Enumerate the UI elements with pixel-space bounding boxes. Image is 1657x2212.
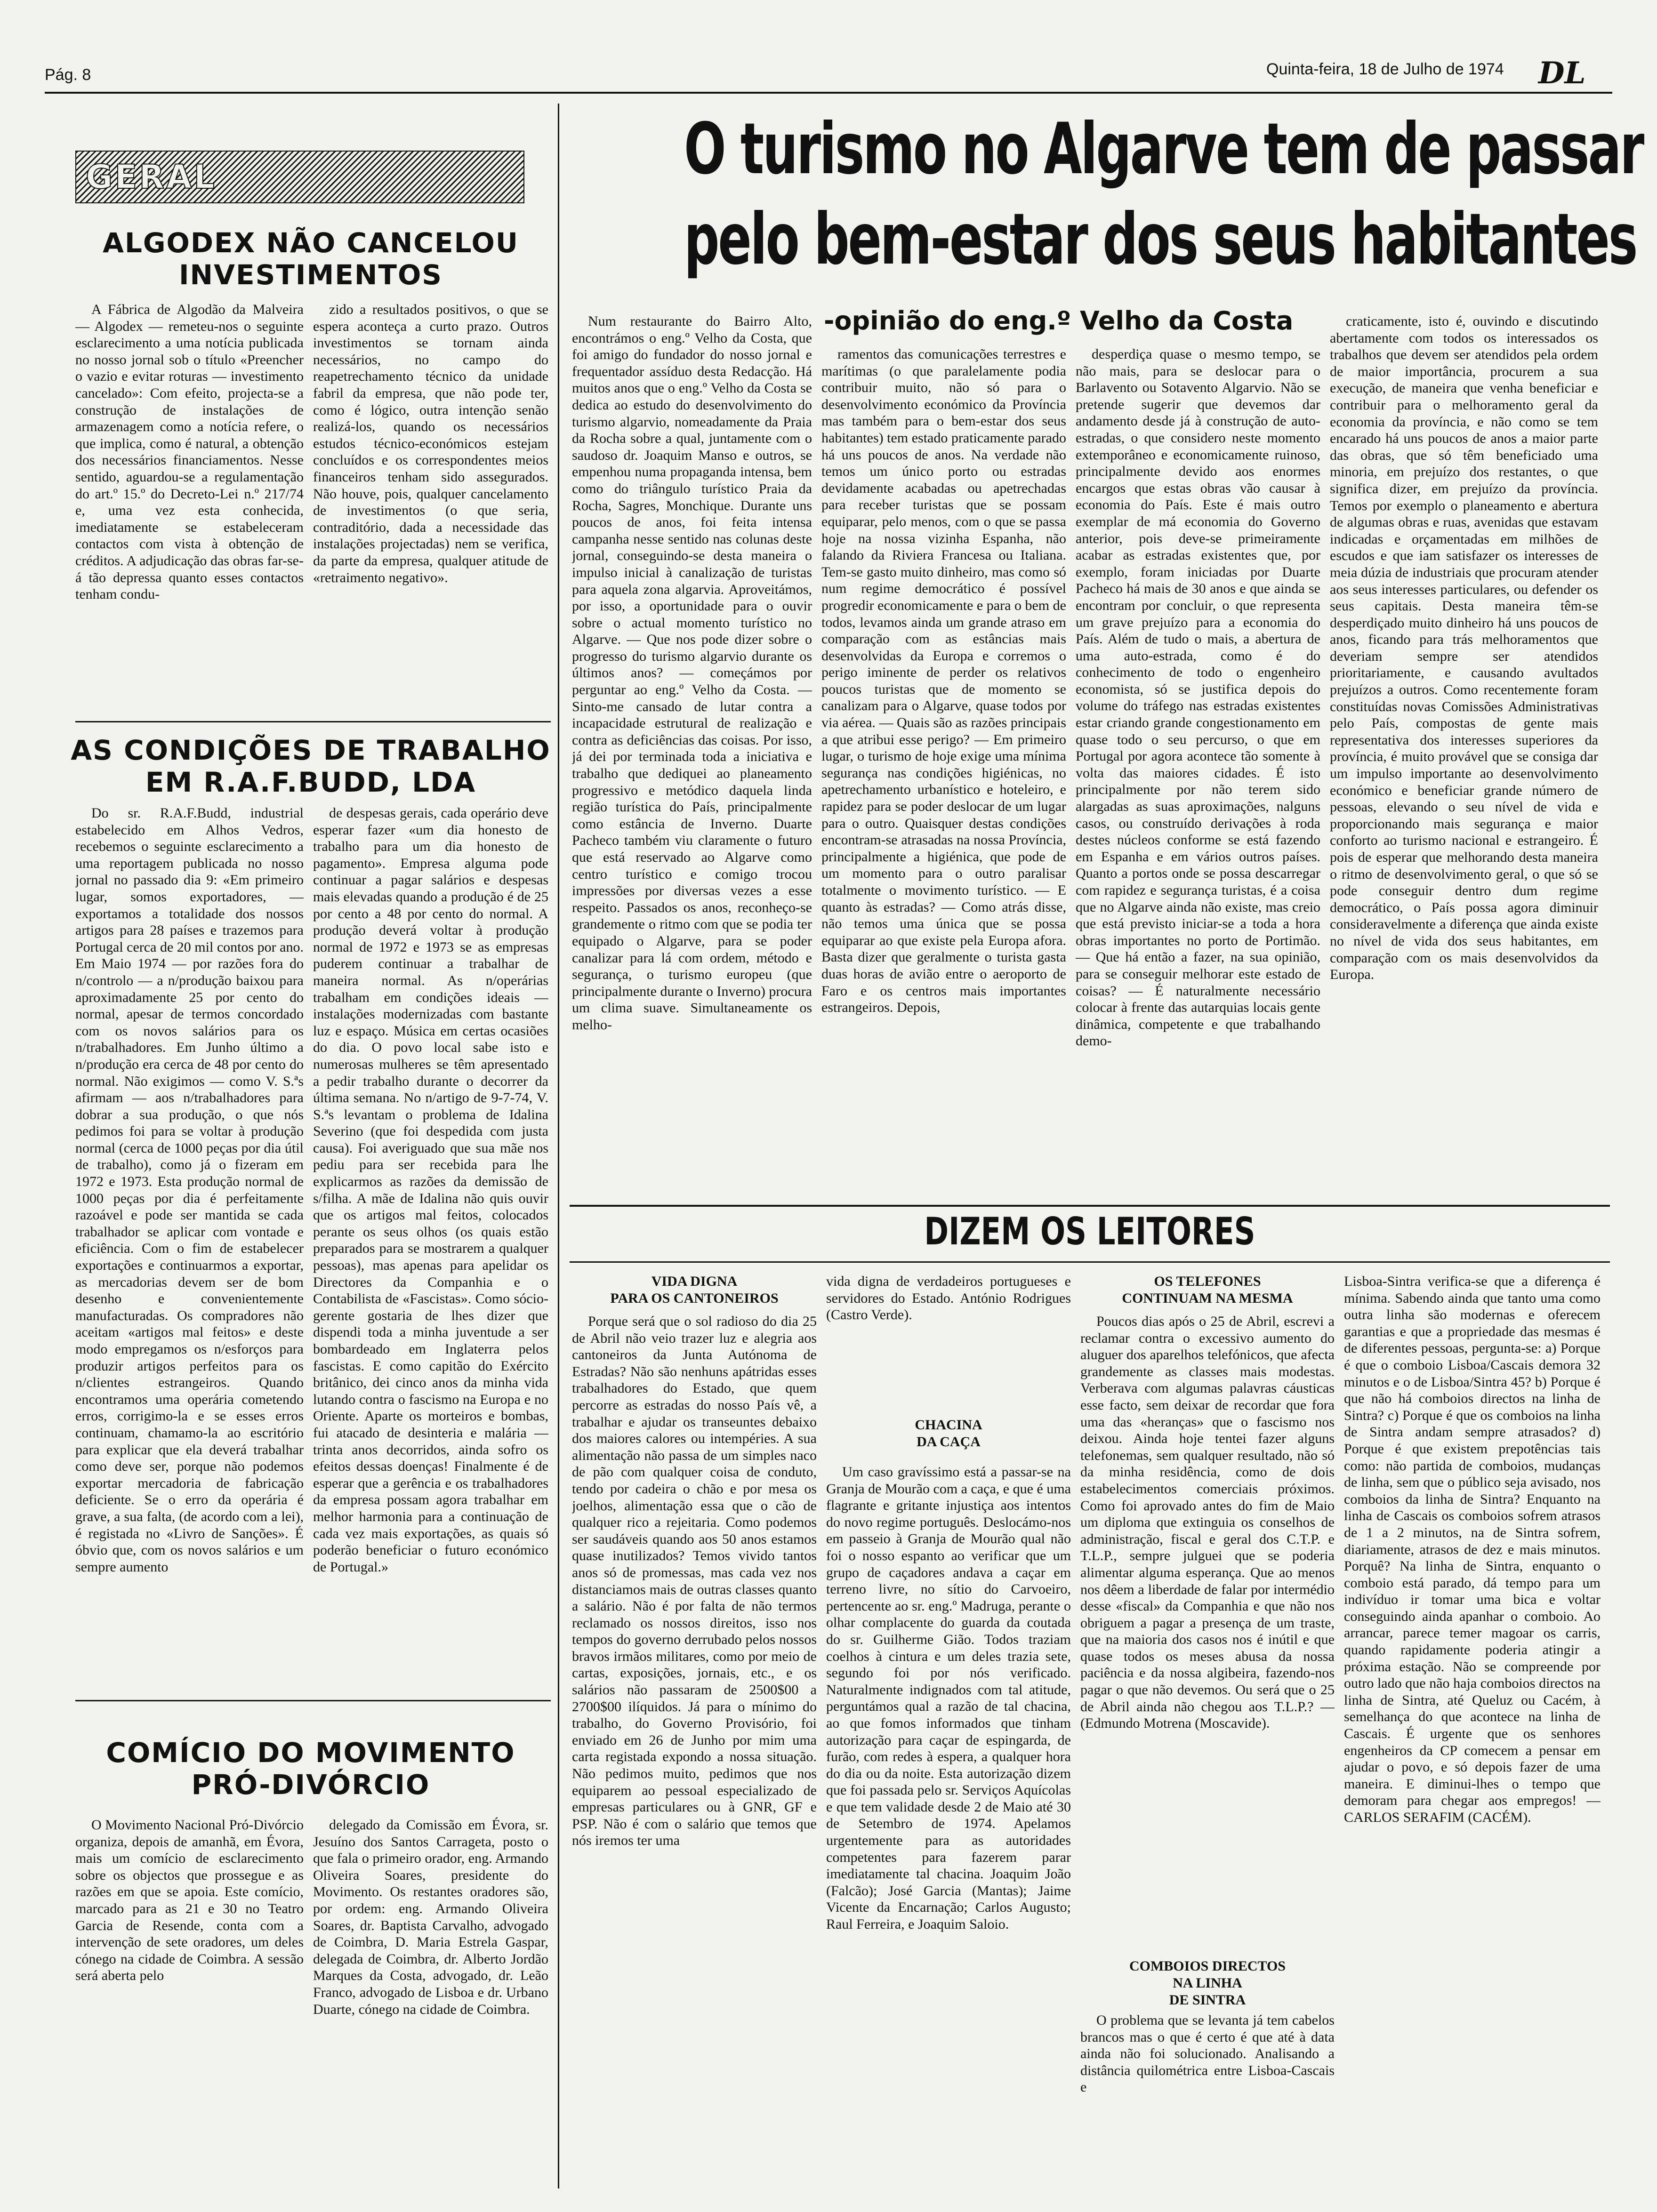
chacina-body: Um caso gravíssimo está a passar-se na Granja de Mourão com a caça, e que é uma flagrante e gritante injustiça aos intentos do novo regime português. Deslocámo-nos em passeio à Granja de Mourão qual não foi o nosso espanto ao verificar que um grupo de caçadores andava a caçar em terreno livre, no sítio do Carvoeiro, pertencente ao sr. eng.º Madruga, perante o olhar complacente do guarda da coutada do sr. Guilherme Gião. Todos traziam coelhos à cintura e um deles trazia sete, segundo foi por nós verificado. Naturalmente indignados com tal atitude, perguntámos qual a razão de tal chacina, ao que fomos informados que tinham autorização para caçar de espingarda, de furão, com redes à espera, a qualquer hora do dia ou da noite. Esta autorização dizem que foi passada pelo sr. Serviços Aquícolas e que tem validade desde 2 de Maio até 30 de Setembro de 1974. Apelamos urgentemente para as autoridades competentes para fazerem parar imediatamente tal chacina. Joaquim João (Falcão); José Garcia (Mantas); Jaime Vicente da Encarnação; Carlos Augusto; Raul Ferreira, e Joaquim Saloio. [826, 1464, 1071, 1932]
turismo-col1: Num restaurante do Bairro Alto, encontrámos o eng.º Velho da Costa, que foi amigo do fundador do nosso jornal e frequentador assíduo desta Redacção. Há muitos anos que o eng.º Velho da Costa se dedica ao estudo do desenvolvimento do turismo algarvio, nomeadamente da Praia da Rocha sobre a qual, juntamente com o saudoso dr. Joaquim Manso e outros, se empenhou numa propaganda intensa, bem como do triângulo turístico Praia da Rocha, Sagres, Monchique. Durante uns poucos de anos, foi feita intensa campanha nesse sentido nas colunas deste jornal, conseguindo-se desta maneira o impulso inicial à canalização de turistas para aquela zona algarvia. Aproveitámos, por isso, a oportunidade para o ouvir sobre o actual momento turístico no Algarve. — Que nos pode dizer sobre o progresso do turismo algarvio durante os últimos anos? — começámos por perguntar ao eng.º Velho da Costa. — Sinto-me cansado de lutar contra a incapacidade estrutural de realização e contra as deficiências das coisas. Por isso, já dei por terminada toda a iniciativa e trabalho que dediquei ao planeamento progressivo e metódico daquela linda região turística do País, principalmente como estância de Inverno. Duarte Pacheco também viu claramente o futuro que está reservado ao Algarve como centro turístico e comigo trocou impressões por diversas vezes a esse respeito. Passados os anos, reconheço-se grandemente o ritmo com que se podia ter equipado o Algarve, para se poder canalizar para lá com ordem, método e segurança, o turismo europeu (que principalmente durante o Inverno) procura um clima suave. Simultaneamente os melho- [572, 313, 812, 1033]
budd-col1: Do sr. R.A.F.Budd, industrial estabelecido em Alhos Vedros, recebemos o seguinte esclarecimento a uma reportagem publicada no nosso jornal no passado dia 9: «Em primeiro lugar, somos exportadores, — exportamos a totalidade dos nossos artigos para 28 países e trazemos para Portugal cerca de 20 mil contos por ano. Em Maio 1974 — por razões fora do n/controlo — a n/produção baixou para aproximadamente 25 por cento do normal, apesar de termos concordado com os novos salários para os n/trabalhadores. Em Junho último a n/produção era cerca de 48 por cento do normal. Não exigimos — como V. S.ªs afirmam — aos n/trabalhadores para dobrar a sua produção, o que nós pedimos foi para se voltar à produção normal (cerca de 1000 peças por dia útil de trabalho), como já o fizeram em 1972 e 1973. Esta produção normal de 1000 peças por dia é perfeitamente razoável e pode ser mantida se cada trabalhador se aplicar com vontade e eficiência. Com o fim de estabelecer exportações e continuarmos a exportar, as mercadorias devem ser de bom desenho e convenientemente manufacturadas. Os compradores não aceitam «artigos mal feitos» e deste modo empregamos os n/esforços para produzir artigos perfeitos para os n/clientes estrangeiros. Quando encontramos uma operária cometendo erros, corrigimo-la e se esses erros continuam, chamamo-la ao escritório para explicar que ela deverá trabalhar como deve ser, porque não podemos exportar mercadoria de fabricação deficiente. Se o erro da operária é grave, a sua falta, (de acordo com a lei), é registada no «Livro de Sanções». É óbvio que, com os novos salários e um sempre aumento [75, 805, 304, 1575]
section-label: GERAL [86, 158, 217, 196]
budd-headline: AS CONDIÇÕES DE TRABALHO EM R.A.F.BUDD, LDA [71, 734, 551, 798]
issue-date: Quinta-feira, 18 de Julho de 1974 [1266, 60, 1504, 78]
vida-digna-title: VIDA DIGNA PARA OS CANTONEIROS [610, 1274, 779, 1306]
comicio-headline: COMÍCIO DO MOVIMENTO PRÓ-DIVÓRCIO [106, 1737, 515, 1801]
chacina-title: CHACINA DA CAÇA [915, 1417, 982, 1450]
algodex-col1: A Fábrica de Algodão da Malveira — Algodex — remeteu-nos o seguinte esclarecimento a uma notícia publicada no nosso jornal sob o título «Preencher o vazio e evitar roturas — investimento cancelado»: Com efeito, projecta-se a construção de instalações de armazenagem como a notícia refere, o que implica, como é natural, a obtenção dos necessários financiamentos. Nesse sentido, aguardou-se a regulamentação do art.º 15.º do Decreto-Lei n.º 217/74 e, uma vez esta conhecida, imediatamente se estabeleceram contactos com vista à obtenção de créditos. A adjudicação das obras far-se-á tão depressa quanto esses contactos tenham condu- [75, 302, 304, 602]
algodex-col2: zido a resultados positivos, o que se espera aconteça a curto prazo. Outros investimentos se tornam ainda necessários, no campo do reapetrechamento técnico da unidade fabril da empresa, que não pode ter, como é lógico, outra intenção senão realizá-los, quando os necessários estudos técnico-económicos estejam concluídos e os correspondentes meios financeiros tenham sido assegurados. Não houve, pois, qualquer cancelamento de investimentos (o que seria, contraditório, dada a necessidade das instalações projectadas) nem se verifica, da parte da empresa, qualquer atitude de «retraimento negativo». [313, 302, 548, 585]
leitores-bottom-rule [570, 1261, 1610, 1263]
comboios-title: COMBOIOS DIRECTOS NA LINHA DE SINTRA [1129, 1958, 1286, 2008]
comicio-col1: O Movimento Nacional Pró-Divórcio organiza, depois de amanhã, em Évora, mais um comício de esclarecimento sobre os objectos que prossegue e as razões em que se apoia. Este comício, marcado para as 21 e 30 no Teatro Garcia de Resende, conta com a intervenção de sete oradores, um deles cónego na cidade de Coimbra. A sessão será aberta pelo [75, 1817, 304, 1984]
comboios-cont: Lisboa-Sintra verifica-se que a diferença é mínima. Sabendo ainda que tanto uma como outra linha são modernas e oferecem garantias e que a propriedade das mesmas é de diferentes pessoas, pergunta-se: a) Porque é que o comboio Lisboa/Cascais demora 32 minutos e o de Lisboa/Sintra 45? b) Porque é que não há comboios directos na linha de Sintra? c) Porque é que os comboios na linha de Sintra andam sempre atrasados? d) Porque é que existem prepotências tais como: não partida de comboios, mudanças de linha, sem que o público seja avisado, nos comboios da linha de Sintra? Enquanto na linha de Cascais os comboios sofrem atrasos de 1 a 2 minutos, na de Sintra sofrem, diariamente, atrasos de dez e mais minutos. Porquê? Na linha de Sintra, enquanto o comboio está parado, dá tempo para um indivíduo ir tomar uma bica e voltar conseguindo ainda apanhar o comboio. Ao arrancar, parece temer magoar os carris, quando rapidamente poderia atingir a próxima estação. Não se compreende por outro lado que não haja comboios directos na linha de Sintra, até Queluz ou Cacém, à semelhança do que acontece na linha de Cascais. É urgente que os senhores engenheiros da CP comecem a pensar em ajudar o povo, e só depois fazer de uma maneira. E diminui-lhes o tempo que demoram para chegar aos empregos! — CARLOS SERAFIM (CACÉM). [1344, 1274, 1601, 1825]
section-banner [75, 151, 524, 203]
leitores-headline: DIZEM OS LEITORES [924, 1210, 1255, 1253]
main-subtitle: -opinião do eng.º Velho da Costa [824, 306, 1294, 336]
turismo-col2: ramentos das comunicações terrestres e marítimas (o que paralelamente podia contribuir muito, não só para o desenvolvimento económico da Província mas também para o bem-estar dos seus habitantes) tem estado praticamente parado há uns poucos de anos. Na verdade não temos um único porto ou estradas devidamente acabadas ou apetrechadas para receber turistas que se possam equiparar, pelo menos, com o que se passa hoje na nossa vizinha Espanha, não falando da Riviera Francesa ou Italiana. Tem-se gasto muito dinheiro, mas como só num regime democrático é possível progredir economicamente e para o bem de todos, levamos ainda um grande atraso em comparação com as estâncias mais desenvolvidas da Europa e corremos o perigo iminente de perder os relativos poucos turistas que de momento se canalizam para o Algarve, quase todos por via aérea. — Quais são as razões principais a que atribui esse perigo? — Em primeiro lugar, o turismo de hoje exige uma mínima segurança nas condições higiénicas, no apetrechamento urbanístico e hoteleiro, e rapidez para se poder deslocar de um lugar para o outro. Quaisquer destas condições encontram-se atrasadas na nossa Província, principalmente a higiénica, que pode de um momento para o outro paralisar totalmente o movimento turístico. — E quanto às estradas? — Como atrás disse, não temos uma única que se possa equiparar ao que existe pela Europa afora. Basta dizer que geralmente o turista gasta duas horas de avião entre o aeroporto de Faro e os centros mais importantes estrangeiros. Depois, [821, 346, 1066, 1016]
algodex-headline: ALGODEX NÃO CANCELOU INVESTIMENTOS [103, 227, 519, 291]
column-divider [558, 104, 559, 2188]
header-rule [45, 92, 1612, 94]
comboios-body: O problema que se levanta já tem cabelos brancos mas o que é certo é que até à data ainda não foi solucionado. Analisando a distância quilométrica entre Lisboa-Cascais e [1080, 2012, 1335, 2095]
comicio-col2: delegado da Comissão em Évora, sr. Jesuíno dos Santos Carrageta, posto o que fala o primeiro orador, eng. Armando Oliveira Soares, presidente do Movimento. Os restantes oradores são, por ordem: eng. Armando Oliveira Soares, dr. Baptista Carvalho, advogado de Coimbra, D. Maria Estrela Gaspar, delegada de Coimbra, dr. Alberto Jordão Marques da Costa, advogado, dr. Leão Franco, advogado de Lisboa e dr. Urbano Duarte, cónego na cidade de Coimbra. [313, 1817, 548, 2017]
vida-digna-body: Porque será que o sol radioso do dia 25 de Abril não veio trazer luz e alegria aos cantoneiros da Junta Autónoma de Estradas? Não são nenhuns apátridas esses trabalhadores do Estado, que quem percorre as estradas do nosso País vê, a trabalhar e ajudar os transeuntes debaixo dos maiores calores ou intempéries. A sua alimentação não passa de um simples naco de pão com qualquer coisa de conduto, tendo por cadeira o chão e por mesa os joelhos, alimentação essa que o cão de qualquer rico a rejeitaria. Como podemos ser saudáveis quando aos 50 anos estamos quase inutilizados? Temos vivido tantos anos só de promessas, mas cada vez nos distanciamos mais de outras classes quanto a salário. Não é por falta de não termos reclamado os nossos direitos, isso nos tempos do governo derrubado pelos nossos bravos irmãos militares, como por meio de cartas, exposições, jornais, etc., e os salários não passaram de 2500$00 a 2700$00 ilíquidos. Já para o mínimo do trabalho, do Governo Provisório, foi enviado em 26 de Junho por mim uma carta registada expondo a nossa situação. Não pedimos muito, pedimos que nos equiparem ao pessoal especializado de empresas particulares ou à GNR, GF e PSP. Não é com o salário que temos que nós iremos ter uma [572, 1314, 817, 1849]
telefones-title: OS TELEFONES CONTINUAM NA MESMA [1122, 1274, 1293, 1306]
budd-col2: de despesas gerais, cada operário deve esperar fazer «um dia honesto de trabalho para um dia honesto de pagamento». Empresa alguma pode continuar a pagar salários e despesas mais elevadas quando a produção é de 25 por cento a 48 por cento do normal. A produção deverá voltar à produção normal de 1972 e 1973 se as empresas puderem continuar a trabalhar de maneira normal. As n/operárias trabalham em condições ideais — instalações modernizadas com bastante luz e espaço. Música em certas ocasiões do dia. O povo local sabe isto e numerosas mulheres se têm apresentado a pedir trabalho durante o decorrer da última semana. No n/artigo de 9-7-74, V. S.ªs levantam o problema de Idalina Severino (que foi despedida com justa causa). Foi averiguado que sua mãe nos pediu para ser recebida para lhe explicarmos as razões da demissão de s/filha. A mãe de Idalina não quis ouvir que os artigos mal feitos, colocados perante os seus olhos (os quais estão preparados para se mostrarem a qualquer pessoas), mas apenas para apelidar os Directores da Companhia e o Contabilista de «Fascistas». Como sócio-gerente gostaria de lhes dizer que dispendi toda a minha juventude a ser bombardeado em Inglaterra pelos fascistas. E como capitão do Exército britânico, dei cinco anos da minha vida lutando contra o fascismo na Europa e no Oriente. Aparte os morteiros e bombas, fui atacado de desinteria e malária — trinta anos decorridos, ainda sofro os efeitos dessas doenças! Finalmente é de esperar que a gerência e os trabalhadores da empresa possam agora trabalhar em melhor harmonia para a continuação de cada vez mais exportações, as quais só poderão beneficiar o futuro económico de Portugal.» [313, 805, 548, 1575]
turismo-col3: desperdiça quase o mesmo tempo, se não mais, para se deslocar para o Barlavento ou Sotavento Algarvio. Não se pretende sugerir que devemos dar andamento desde já à construção de auto-estradas, o que considero neste momento extemporâneo e economicamente ruinoso, principalmente devido aos enormes encargos que estas obras vão causar à economia do País. Este é mais outro exemplar de má economia do Governo anterior, pois deve-se primeiramente acabar as estradas existentes que, por exemplo, foram iniciadas por Duarte Pacheco há mais de 30 anos e que ainda se encontram por concluir, o que representa um grave prejuízo para a economia do País. Além de tudo o mais, a abertura de uma auto-estrada, como é do conhecimento de todo o engenheiro economista, só se justifica depois do volume do tráfego nas estradas existentes estar criando grande congestionamento em quase todo o seu percurso, o que em Portugal por agora acontece tão somente à volta das maiores cidades. É isto principalmente por não terem sido alargadas as suas aproximações, nalguns casos, ou construído derivações à roda destes núcleos conforme se está fazendo em Espanha e em vários outros países. Quanto a portos onde se possa descarregar com rapidez e segurança turistas, é a coisa que no Algarve ainda não existe, mas creio que está previsto iniciar-se a toda a hora obras importantes no porto de Portimão. — Que há então a fazer, na sua opinião, para se conseguir melhorar este estado de coisas? — É naturalmente necessário colocar à frente das autarquias locais gente dinâmica, competente e que trabalhando demo- [1076, 346, 1320, 1049]
vida-digna-cont: vida digna de verdadeiros portugueses e servidores do Estado. António Rodrigues (Castro Verde). [826, 1274, 1071, 1323]
newspaper-logo: DL [1538, 56, 1586, 91]
turismo-col4: craticamente, isto é, ouvindo e discutindo abertamente com todos os interessados os trabalhos que devem ser atendidos pela ordem de maior importância, procurem a sua execução, de maneira que venha beneficiar e contribuir para o melhoramento geral da economia da província, e não como se tem encarado há uns poucos de anos a maior parte das obras, que só têm beneficiado uma minoria, em prejuízo dos restantes, o que significa dizer, em prejuízo da província. Temos por exemplo o planeamento e abertura de algumas obras e ruas, avenidas que estavam indicadas e orçamentadas em milhões de escudos e que iam satisfazer os interesses de meia dúzia de industriais que procuram atender aos seus interesses particulares, ou defender os seus capitais. Desta maneira têm-se desperdiçado muito dinheiro há uns poucos de anos, ficando para trás melhoramentos que deveriam sempre ser atendidos prioritariamente, e causando avultados prejuízos a outros. Como recentemente foram constituídas novas Comissões Administrativas pelo País, compostas de gente mais representativa dos interesses superiores da província, é muito provável que se consiga dar um impulso importante ao desenvolvimento económico e beneficiar grande número de pessoas, elevando o seu nível de vida e proporcionando mais segurança e maior conforto ao turismo nacional e estrangeiro. É pois de esperar que melhorando desta maneira o ritmo de desenvolvimento geral, o que só se pode conseguir dentro dum regime democrático, o País possa agora diminuir consideravelmente a diferença que ainda existe no nível de vida dos seus habitantes, em comparação com os mais desenvolvidos da Europa. [1330, 313, 1598, 983]
page-number: Pág. 8 [45, 66, 91, 84]
algodex-rule [75, 721, 551, 722]
main-headline-line2: pelo bem-estar dos seus habitantes [684, 199, 1637, 281]
leitores-top-rule [570, 1205, 1610, 1207]
main-headline-line1: O turismo no Algarve tem de passar [684, 108, 1643, 190]
telefones-body: Poucos dias após o 25 de Abril, escrevi a reclamar contra o excessivo aumento do aluguer dos aparelhos telefónicos, que afecta grandemente as classes mais modestas. Verberava com algumas palavras cáusticas esse facto, sem deixar de recordar que fora uma das «heranças» que o fascismo nos deixou. Ainda hoje tentei fazer alguns telefonemas, sem qualquer resultado, não só da minha residência, como de dois estabelecimentos comerciais próximos. Como foi aprovado antes do fim de Maio um diploma que extinguia os conselhos de administração, fiscal e geral dos C.T.P. e T.L.P., sempre julguei que se poderia alimentar alguma esperança. Que ao menos nos dêem a liberdade de falar por intermédio desse «fiscal» da Companhia e que não nos obriguem a pagar a presença de um traste, que na maioria dos casos nos é inútil e que quase todos os meses abusa da nossa paciência e da nossa algibeira, fazendo-nos pagar o que não devemos. Ou será que o 25 de Abril ainda não chegou aos T.L.P.? — (Edmundo Motrena (Moscavide). [1080, 1314, 1335, 1731]
budd-rule [75, 1700, 551, 1701]
